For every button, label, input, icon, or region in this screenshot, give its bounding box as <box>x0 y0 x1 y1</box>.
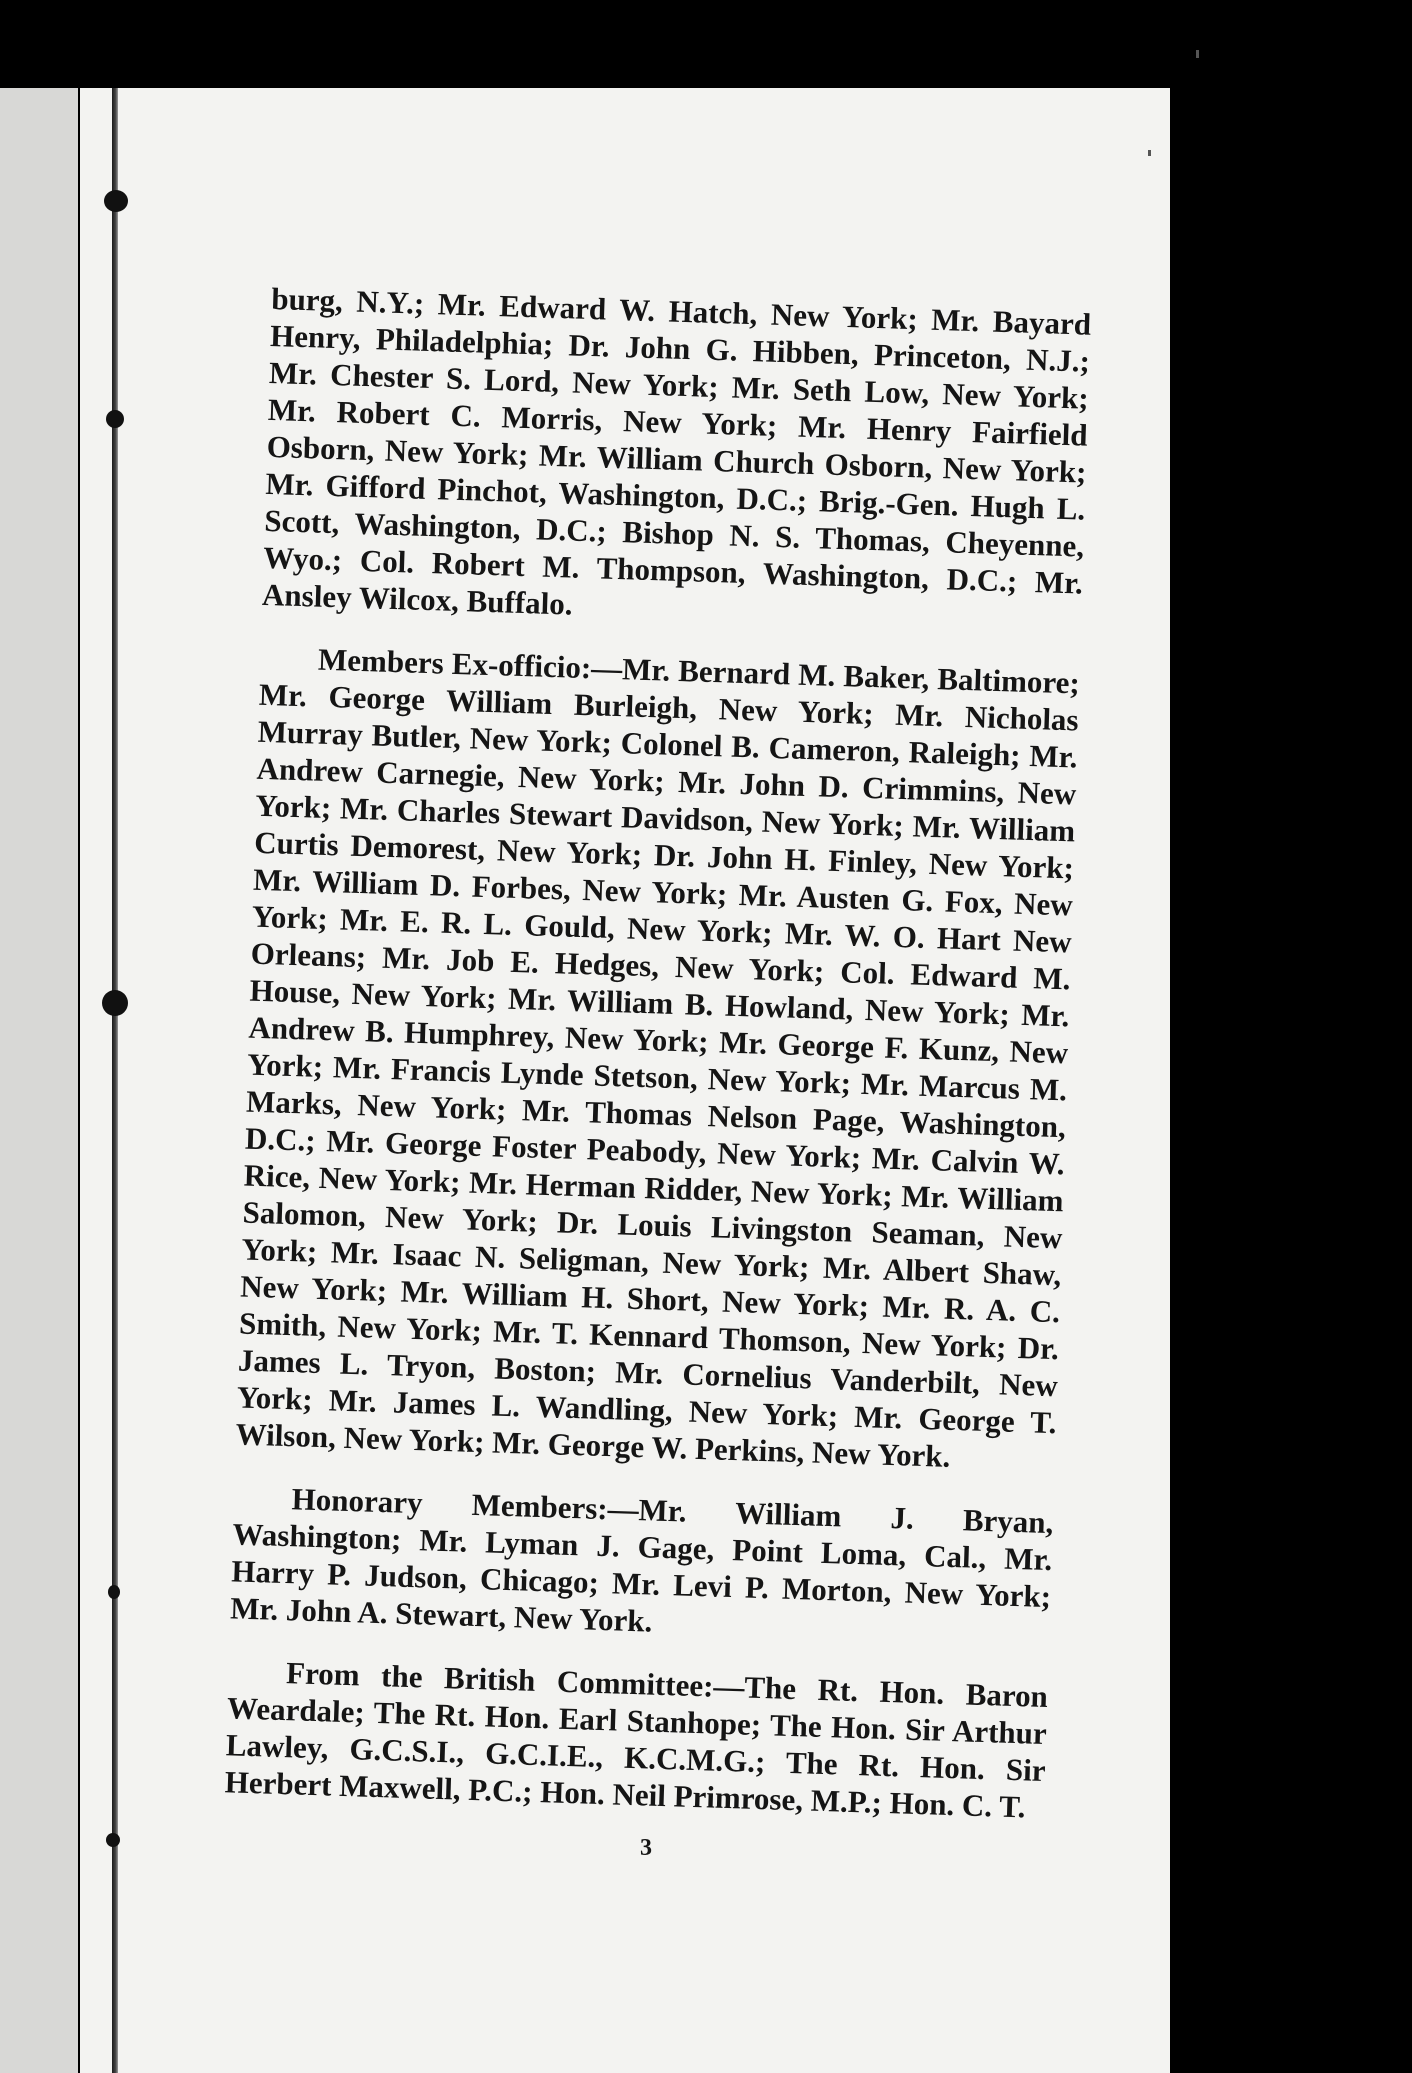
page-number: 3 <box>640 1835 652 1861</box>
binding-mark <box>106 1833 120 1847</box>
binding-mark <box>102 990 128 1016</box>
facing-page-edge <box>0 88 78 2073</box>
paragraph-honorary-members: Honorary Members:—Mr. William J. Bryan, Washington; Mr. Lyman J. Gage, Point Loma, Cal., Mr. Harry P. Judson, Chicago; Mr. Levi P. Morton, New York; Mr. John A. Stewart, New York. <box>229 1481 1054 1639</box>
scan-speck <box>1148 150 1151 156</box>
paragraph-members-ex-officio: Members Ex-officio:—Mr. Bernard M. Baker, Baltimore; Mr. George William Burleigh, New York; Mr. Nicholas Murray Butler, New York; Colonel B. Cameron, Raleigh; Mr. Andrew Carnegie, New York; Mr. John D. Crimmins, New York; Mr. Charles Stewart Davidson, New York; Mr. William Curtis Demorest, New York; Dr. John H. Finley, New York; Mr. William D. Forbes, New York; Mr. Austen G. Fox, New York; Mr. E. R. L. Gould, New York; Mr. W. O. Hart New Orleans; Mr. Job E. Hedges, New York; Col. Edward M. House, New York; Mr. William B. Howland, New York; Mr. Andrew B. Humphrey, New York; Mr. George F. Kunz, New York; Mr. Francis Lynde Stetson, New York; Mr. Marcus M. Marks, New York; Mr. Thomas Nelson Page, Washington, D.C.; Mr. George Foster Peabody, New York; Mr. Calvin W. Rice, New York; Mr. Herman Ridder, New York; Mr. William Salomon, New York; Dr. Louis Livingston Seaman, New York; Mr. Isaac N. Seligman, New York; Mr. Albert Shaw, New York; Mr. William H. Short, New York; Mr. R. A. C. Smith, New York; Mr. T. Kennard Thomson, New York; Dr. James L. Tryon, Boston; Mr. Cornelius Vanderbilt, New York; Mr. James L. Wandling, New York; Mr. George T. Wilson, New York; Mr. George W. Perkins, New York. <box>235 641 1081 1474</box>
body-text <box>223 280 1091 1852</box>
scan-speck <box>1196 50 1199 58</box>
paragraph-continuation: burg, N.Y.; Mr. Edward W. Hatch, New York; Mr. Bayard Henry, Philadelphia; Dr. John G. Hibben, Princeton, N.J.; Mr. Chester S. Lord, New York; Mr. Seth Low, New York; Mr. Robert C. Morris, New York; Mr. Henry Fairfield Osborn, New York; Mr. William Church Osborn, New York; Mr. Gifford Pinchot, Washington, D.C.; Brig.-Gen. Hugh L. Scott, Washington, D.C.; Bishop N. S. Thomas, Cheyenne, Wyo.; Col. Robert M. Thompson, Washington, D.C.; Mr. Ansley Wilcox, Buffalo. <box>261 280 1092 622</box>
binding-mark <box>106 410 124 428</box>
binding-mark <box>104 190 128 212</box>
binding-mark <box>108 1585 120 1599</box>
page-gutter <box>112 88 118 2073</box>
paragraph-british-committee: From the British Committee:—The Rt. Hon. Baron Weardale; The Rt. Hon. Earl Stanhope; The Hon. Sir Arthur Lawley, G.C.S.I., G.C.I.E., K.C.M.G.; The Rt. Hon. Sir Herbert Maxwell, P.C.; Hon. Neil Primrose, M.P.; Hon. C. T. <box>224 1655 1049 1825</box>
